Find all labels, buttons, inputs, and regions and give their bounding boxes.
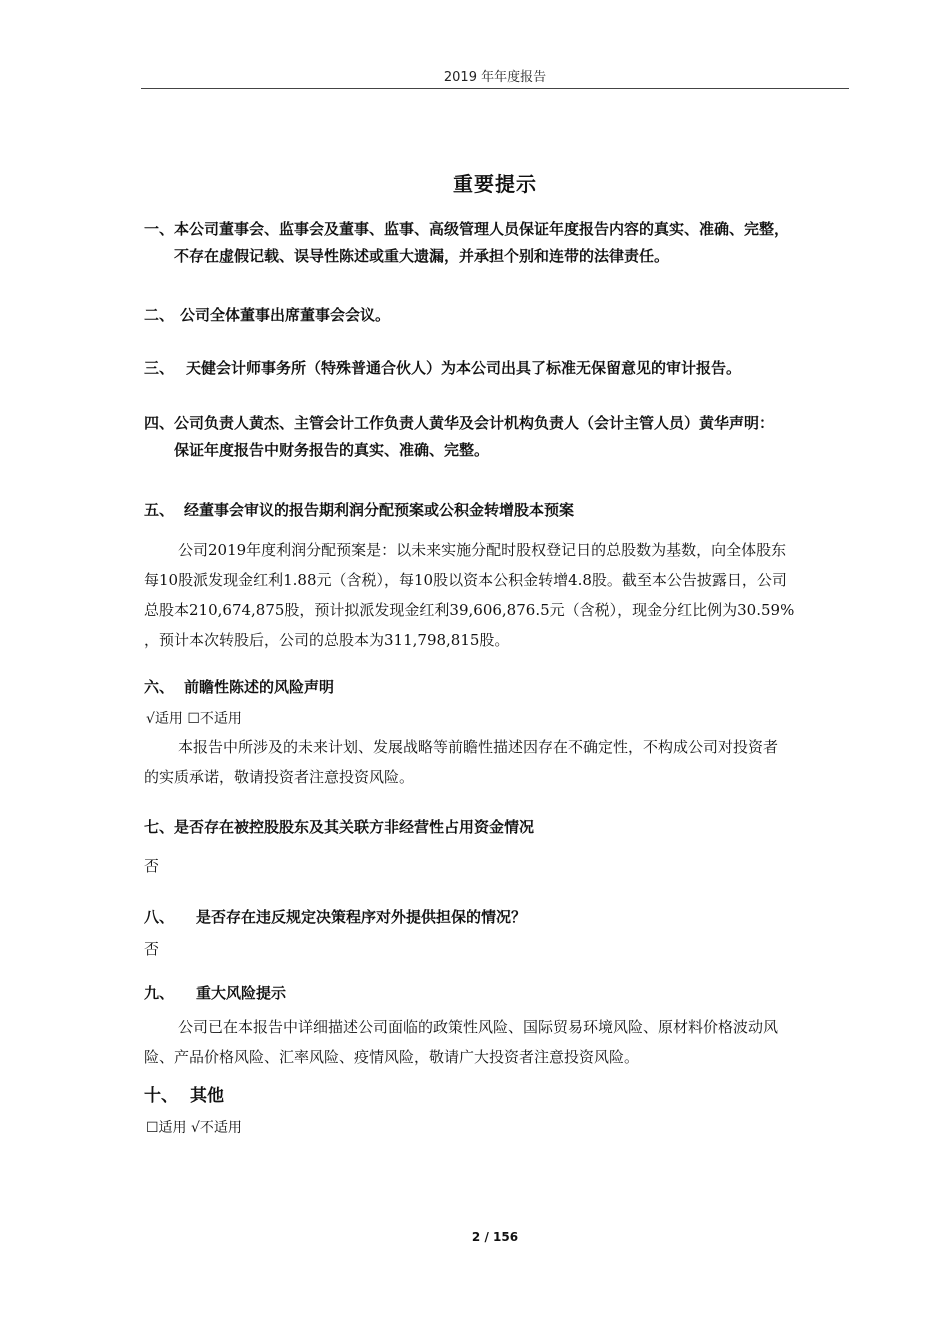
section-6-line: 的实质承诺，敬请投资者注意投资风险。 <box>144 768 415 786</box>
section-8-text: 是否存在违反规定决策程序对外提供担保的情况？ <box>196 908 527 926</box>
section-5-line: 公司2019年度利润分配预案是：以未来实施分配时股权登记日的总股数为基数，向全体股东 <box>178 541 787 559</box>
section-3 <box>144 355 854 382</box>
section-5-number: 五、 <box>144 501 175 519</box>
section-9-number: 九、 <box>144 984 175 1002</box>
section-5-line: 每10股派发现金红利1.88元（含税），每10股以资本公积金转增4.8股。截至本公告披露日，公司 <box>144 571 787 589</box>
section-9-line: 险、产品价格风险、汇率风险、疫情风险，敬请广大投资者注意投资风险。 <box>144 1048 640 1066</box>
section-4-line1: 公司负责人黄杰、主管会计工作负责人黄华及会计机构负责人（会计主管人员）黄华声明： <box>174 414 775 432</box>
header-rule <box>141 88 849 89</box>
section-6-text: 前瞻性陈述的风险声明 <box>184 678 335 696</box>
section-7-heading <box>144 814 854 841</box>
section-10-text: 其他 <box>190 1086 224 1106</box>
section-7-number: 七、 <box>144 818 175 836</box>
section-2-number: 二、 <box>144 306 175 324</box>
section-10-number: 十、 <box>144 1086 178 1106</box>
section-4 <box>144 410 854 464</box>
section-8-heading <box>144 904 854 931</box>
section-4-line2: 保证年度报告中财务报告的真实、准确、完整。 <box>174 441 490 459</box>
section-2-text: 公司全体董事出席董事会会议。 <box>180 306 391 324</box>
page-number: 2 / 156 <box>471 1230 519 1244</box>
section-1 <box>144 216 854 270</box>
section-9-line: 公司已在本报告中详细描述公司面临的政策性风险、国际贸易环境风险、原材料价格波动风 <box>178 1018 779 1036</box>
section-6-heading <box>144 674 854 701</box>
section-3-text: 天健会计师事务所（特殊普通合伙人）为本公司出具了标准无保留意见的审计报告。 <box>186 359 742 377</box>
running-header: 2019 年年度报告 <box>443 70 547 85</box>
section-8-answer: 否 <box>144 940 160 958</box>
section-9-text: 重大风险提示 <box>196 984 287 1002</box>
section-5-text: 经董事会审议的报告期利润分配预案或公积金转增股本预案 <box>184 501 575 519</box>
section-9-body <box>144 1012 850 1072</box>
section-6-body <box>144 732 850 792</box>
section-6-line: 本报告中所涉及的未来计划、发展战略等前瞻性描述因存在不确定性，不构成公司对投资者 <box>178 738 779 756</box>
section-7-answer: 否 <box>144 857 160 875</box>
section-3-number: 三、 <box>144 359 175 377</box>
section-5-line: ，预计本次转股后，公司的总股本为311,798,815股。 <box>144 631 510 649</box>
section-5-line: 总股本210,674,875股，预计拟派发现金红利39,606,876.5元（含税），现金分红比例为30.59% <box>144 601 795 619</box>
section-7-text: 是否存在被控股股东及其关联方非经营性占用资金情况 <box>174 818 535 836</box>
section-1-line1: 本公司董事会、监事会及董事、监事、高级管理人员保证年度报告内容的真实、准确、完整， <box>174 220 790 238</box>
section-6-options: √适用 ☐不适用 <box>146 711 242 727</box>
section-2 <box>144 302 854 329</box>
section-10-heading <box>144 1081 224 1106</box>
page-title: 重要提示 <box>453 172 537 196</box>
section-8-number: 八、 <box>144 908 175 926</box>
section-6-number: 六、 <box>144 678 175 696</box>
section-4-number: 四、 <box>144 414 175 432</box>
section-5-body <box>144 535 850 655</box>
section-5-heading <box>144 497 854 524</box>
section-1-line2: 不存在虚假记载、误导性陈述或重大遗漏，并承担个别和连带的法律责任。 <box>174 247 670 265</box>
section-10-options: ☐适用 √不适用 <box>146 1120 242 1136</box>
section-1-number: 一、 <box>144 220 175 238</box>
section-9-heading <box>144 980 854 1007</box>
